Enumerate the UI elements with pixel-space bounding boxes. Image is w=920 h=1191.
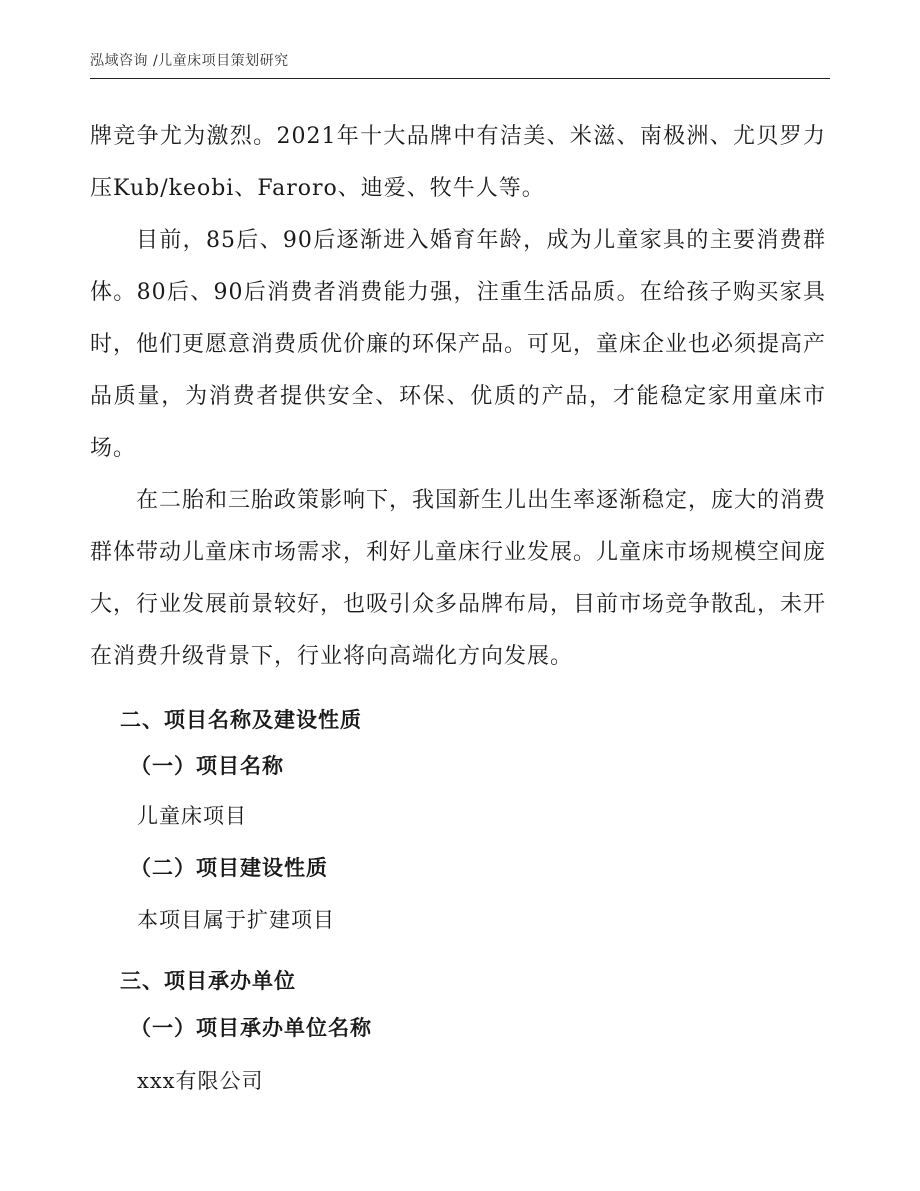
page-header: 泓域咨询 /儿童床项目策划研究 (90, 53, 289, 69)
header-divider (90, 78, 830, 79)
paragraph-market-outlook: 在二胎和三胎政策影响下，我国新生儿出生率逐渐稳定，庞大的消费群体带动儿童床市场需求，利好儿童床行业发展。儿童床市场规模空间庞大，行业发展前景较好，也吸引众多品牌布局，目前市场竞争散乱，未开在消费升级背景下，行业将向高端化方向发展。 (90, 488, 827, 669)
subheading-project-name: （一）项目名称 (130, 754, 284, 778)
subheading-sponsor-name: （一）项目承办单位名称 (130, 1016, 372, 1040)
construction-nature-value: 本项目属于扩建项目 (137, 908, 335, 932)
section-heading-sponsor: 三、项目承办单位 (120, 969, 296, 993)
sponsor-name-value: xxx有限公司 (137, 1069, 264, 1093)
paragraph-consumer-group: 目前，85后、90后逐渐进入婚育年龄，成为儿童家具的主要消费群体。80后、90后消费者消费能力强，注重生活品质。在给孩子购买家具时，他们更愿意消费质优价廉的环保产品。可见，童床企业也必须提高产品质量，为消费者提供安全、环保、优质的产品，才能稳定家用童床市场。 (90, 228, 827, 461)
subheading-construction-nature: （二）项目建设性质 (130, 856, 328, 880)
paragraph-brand-competition: 牌竞争尤为激烈。2021年十大品牌中有洁美、米滋、南极洲、尤贝罗力压Kub/keobi、Faroro、迪爱、牧牛人等。 (90, 124, 826, 201)
project-name-value: 儿童床项目 (137, 804, 247, 828)
section-heading-project-name-nature: 二、项目名称及建设性质 (120, 708, 362, 732)
